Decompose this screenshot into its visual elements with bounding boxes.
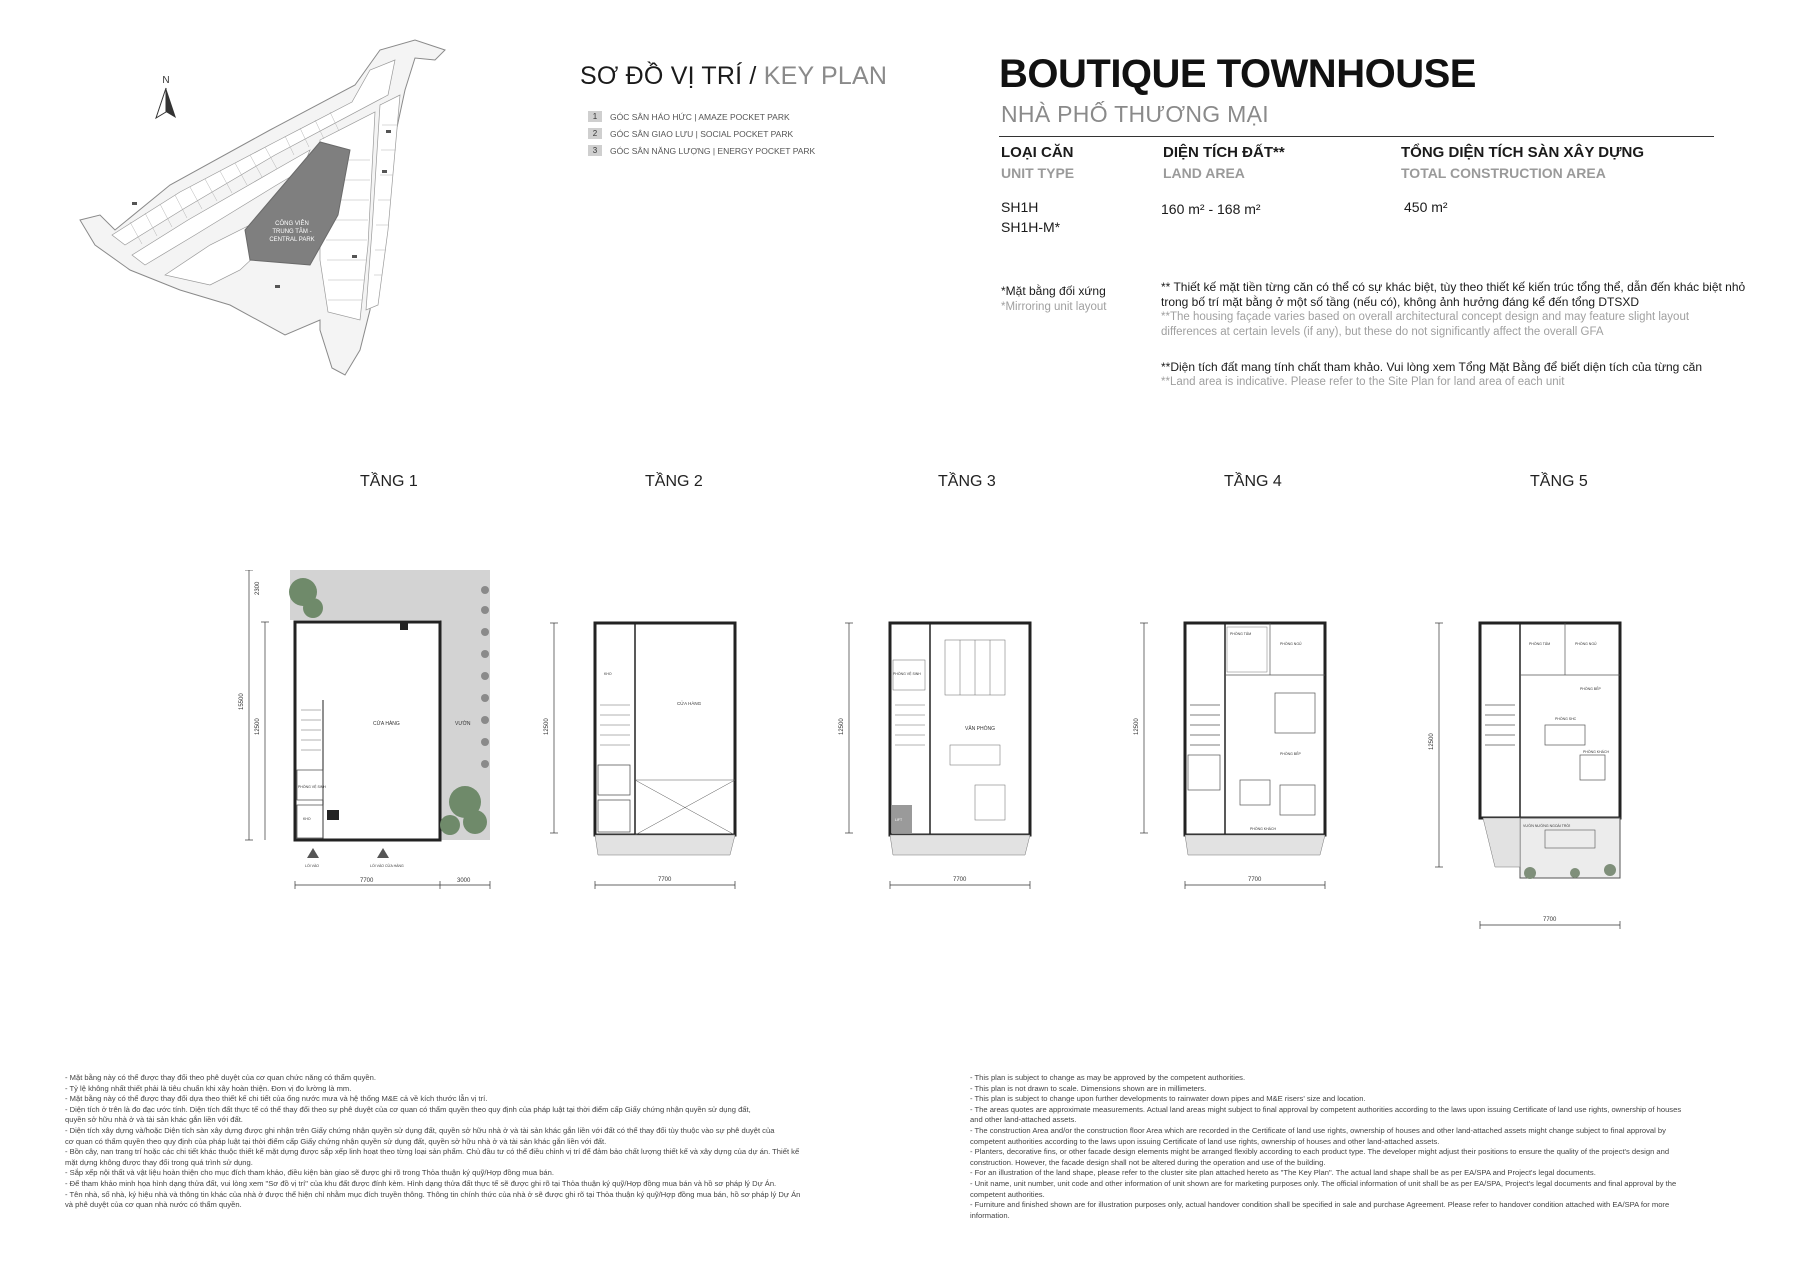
floor-label-2: TẦNG 2 — [645, 473, 703, 490]
footnote-line: - The construction Area and/or the construction floor Area which are recorded in the Certificate of land use rights, ownership of houses and other land-attached assets might change subject to final approval by — [970, 1125, 1666, 1135]
legend-number: 2 — [588, 128, 602, 139]
unit-code: SH1H — [1001, 199, 1039, 215]
dim-front: 2300 — [255, 581, 261, 595]
land-note: **Diện tích đất mang tính chất tham khảo. Vui lòng xem Tổng Mặt Bằng để biết diện tích của từng căn — [1161, 360, 1703, 374]
footnote-line: - This plan is not drawn to scale. Dimensions shown are in millimeters. — [970, 1083, 1207, 1093]
park-label: TRUNG TÂM - — [272, 229, 312, 235]
floor-label-1: TẦNG 1 — [360, 473, 418, 490]
footnotes-en — [970, 1073, 1760, 1221]
svg-text:N: N — [162, 75, 170, 86]
footnote-line: competent authorities. — [970, 1189, 1045, 1199]
page-title: BOUTIQUE TOWNHOUSE — [999, 52, 1476, 96]
footnote-line: - Planters, decorative fins, or other facade design elements might be arranged flexibly according to each product type. The developer might adjust their positions to ensure the quality of the project's design and — [970, 1147, 1670, 1157]
legend-item — [588, 108, 888, 125]
footnote-line: - Sắp xếp nội thất và vật liệu hoàn thiện cho mục đích tham khảo, điều kiện bàn giao sẽ được ghi rõ trong Thỏa thuận ký quỹ/Hợp đồng mua bán. — [65, 1168, 554, 1178]
footnote-line: - Tên nhà, số nhà, ký hiệu nhà và thông tin khác của nhà ở được thể hiện chỉ nhằm mục đích truyền thông. Thông tin chính thức của nhà ở sẽ được ghi rõ tại Thỏa thuận ký quỹ/Hợp đồng mua bán, hồ sơ pháp lý Dự Án — [65, 1189, 801, 1199]
entry-label: LỐI VÀO — [305, 864, 320, 868]
gfa-heading-en: TOTAL CONSTRUCTION AREA — [1401, 165, 1606, 181]
floor-plan-1 — [235, 570, 505, 890]
room-label: PHÒNG VỆ SINH — [893, 672, 921, 676]
legend-item — [588, 125, 888, 142]
footnote-line: - This plan is subject to change upon further developments to rainwater down pipes and M&E risers' size and location. — [970, 1094, 1366, 1104]
footnote-line: - Để tham khảo minh họa hình dạng thửa đất, vui lòng xem "Sơ đồ vị trí" của khu đất được đính kèm. Hình dạng thửa đất thực tế sẽ được ghi rõ tại Thỏa thuận ký quỹ/Hợp đồng mua bán và hồ sơ pháp lý Dự Án. — [65, 1178, 777, 1188]
floor-plan-4 — [1130, 605, 1330, 895]
footnote-line: mặt dựng không được thay đổi trong quá trình sử dụng. — [65, 1157, 253, 1167]
land-area-heading-en: LAND AREA — [1163, 165, 1245, 181]
key-plan-title-vi: SƠ ĐỒ VỊ TRÍ / — [580, 62, 764, 90]
key-plan-title — [580, 62, 887, 91]
legend-number: 1 — [588, 111, 602, 122]
north-arrow-icon — [156, 75, 176, 118]
footnote-line: - Diện tích ở trên là đo đạc ước tính. Diện tích đất thực tế có thể thay đổi theo sự phê duyệt của cơ quan có thẩm quyền theo quy định của pháp luật tại thời điểm cấp Giấy chứng nhận quyền sử dụng đất, — [65, 1104, 751, 1114]
legend-item — [588, 142, 888, 159]
room-label: PHÒNG BẾP — [1280, 752, 1301, 756]
room-label: LIFT — [895, 818, 903, 822]
footnote-line: - The areas quotes are approximate measurements. Actual land areas might subject to final approval by competent authorities according to the laws upon issuing Certificate of land use rights, ownership of houses — [970, 1104, 1682, 1114]
dim-depth: 12500 — [839, 718, 845, 735]
land-area-value: 160 m² - 168 m² — [1161, 201, 1261, 217]
footnote-line: competent authorities according to the laws upon issuing Certificate of land use rights, ownership of houses and other land-attached assets. — [970, 1136, 1440, 1146]
footnote-line: - Mặt bằng này có thể được thay đổi dựa theo thiết kế chi tiết của ống nước mưa và hệ thống M&E cả về kích thước lẫn vị trí. — [65, 1094, 488, 1104]
entry-label: LỐI VÀO CỬA HÀNG — [370, 864, 404, 868]
dim-depth: 12500 — [255, 718, 261, 735]
footnote-line: - Bồn cây, nan trang trí hoặc các chi tiết khác thuộc thiết kế mặt dựng được sắp xếp linh hoạt theo từng loại sản phẩm. Chủ đầu tư có thể điều chỉnh vị trí để đảm bảo chất lượng thiết kế và xây dựng của dự án. Thiết kế — [65, 1147, 800, 1157]
dim-total: 15500 — [239, 693, 245, 710]
footnotes-vi — [65, 1073, 845, 1211]
dim-width: 7700 — [658, 877, 672, 883]
footnote-line: - Furniture and finished shown are for illustration purposes only, actual handover condition shall be specified in sale and purchase Agreement. Please refer to handover condition attached with EA/SPA for more — [970, 1200, 1670, 1210]
floor-label-5: TẦNG 5 — [1530, 473, 1588, 490]
room-label: VĂN PHÒNG — [965, 726, 996, 732]
room-label: VƯỜN NƯỚNG NGOÀI TRỜI — [1523, 824, 1571, 828]
dim-width: 7700 — [953, 877, 967, 883]
unit-code-mirror: SH1H-M* — [1001, 219, 1061, 235]
room-label: PHÒNG TẮM — [1230, 632, 1252, 636]
legend-label: GÓC SÂN NĂNG LƯỢNG | ENERGY POCKET PARK — [610, 145, 816, 156]
land-area-heading: DIỆN TÍCH ĐẤT** — [1163, 144, 1285, 161]
footnote-line: cơ quan có thẩm quyền theo quy định của pháp luật tại thời điểm cấp Giấy chứng nhận quyền sử dụng đất, quyền sở hữu nhà ở và tài sản khác gắn liền với đất. — [65, 1136, 607, 1146]
room-label: PHÒNG VỆ SINH — [298, 785, 326, 789]
key-plan-legend — [588, 108, 888, 159]
footnote-line: - Unit name, unit number, unit code and other information of unit shown are for marketing purposes only. The official information of unit shall be as per EA/SPA, Project's legal documents and final approval by the — [970, 1178, 1677, 1188]
unit-type-heading: LOẠI CĂN — [1001, 144, 1074, 161]
floor-label-3: TẦNG 3 — [938, 473, 996, 490]
footnote-line: and other land-attached assets. — [970, 1115, 1077, 1125]
header-divider — [999, 136, 1714, 137]
dim-width: 7700 — [360, 878, 374, 884]
footnote-line: - Mặt bằng này có thể được thay đổi theo phê duyệt của cơ quan chức năng có thẩm quyền. — [65, 1073, 376, 1082]
key-plan-title-en: KEY PLAN — [763, 62, 888, 90]
facade-note: ** Thiết kế mặt tiền từng căn có thể có sự khác biệt, tùy theo thiết kế kiến trúc tổng thể, dẫn đến khác biệt nhỏ — [1161, 280, 1746, 294]
room-label: KHO — [303, 817, 311, 821]
land-note-en: **Land area is indicative. Please refer to the Site Plan for land area of each unit — [1161, 376, 1565, 388]
floor-plan-2 — [540, 605, 740, 895]
floor-label-4: TẦNG 4 — [1224, 473, 1282, 490]
floor-plan-5 — [1425, 605, 1635, 935]
footnote-line: quyền sở hữu nhà ở và tài sản khác gắn liền với đất. — [65, 1115, 243, 1125]
mirror-note-en: *Mirroring unit layout — [1001, 301, 1107, 313]
gfa-value: 450 m² — [1404, 199, 1448, 215]
room-label: PHÒNG NGỦ — [1280, 642, 1302, 646]
room-label: PHÒNG SHC — [1555, 717, 1577, 721]
room-label: KHO — [604, 672, 612, 676]
legend-number: 3 — [588, 145, 602, 156]
footnote-line: - This plan is subject to change as may be approved by the competent authorities. — [970, 1073, 1246, 1082]
room-label: PHÒNG KHÁCH — [1583, 750, 1610, 754]
room-label: PHÒNG BẾP — [1580, 687, 1601, 691]
dim-depth: 12500 — [544, 718, 550, 735]
gfa-heading: TỔNG DIỆN TÍCH SÀN XÂY DỰNG — [1401, 144, 1645, 161]
dim-yard: 3000 — [457, 878, 471, 884]
dim-width: 7700 — [1543, 917, 1557, 923]
room-label: CỬA HÀNG — [677, 701, 702, 706]
park-label: CENTRAL PARK — [269, 237, 315, 243]
footnote-line: và phê duyệt của cơ quan nhà nước có thẩm quyền. — [65, 1200, 242, 1210]
room-label: CỬA HÀNG — [373, 721, 400, 727]
facade-note-en: **The housing façade varies based on overall architectural concept design and may feature slight layout — [1161, 311, 1690, 323]
legend-label: GÓC SÂN GIAO LƯU | SOCIAL POCKET PARK — [610, 128, 794, 139]
mirror-note: *Mặt bằng đối xứng — [1001, 284, 1106, 298]
key-plan-map — [70, 30, 490, 400]
room-label: PHÒNG NGỦ — [1575, 642, 1597, 646]
legend-label: GÓC SÂN HÁO HỨC | AMAZE POCKET PARK — [610, 111, 790, 122]
floor-plan-3 — [835, 605, 1035, 895]
room-label: PHÒNG TẮM — [1529, 642, 1551, 646]
page-subtitle: NHÀ PHỐ THƯƠNG MẠI — [1001, 101, 1269, 127]
park-label: CÔNG VIÊN — [275, 221, 309, 227]
dim-width: 7700 — [1248, 877, 1262, 883]
footnote-line: - For an illustration of the land shape, please refer to the cluster site plan attached hereto as "The Key Plan". The actual land shape shall be as per EA/SPA and Project's legal documents. — [970, 1168, 1596, 1178]
footnote-line: - Diện tích xây dựng và/hoặc Diện tích sàn xây dựng được ghi nhận trên Giấy chứng nhận quyền sử dụng đất, quyền sở hữu nhà ở và tài sản khác gắn liền với đất có thể thay đổi tùy thuộc vào sự phê duyệt của — [65, 1125, 775, 1135]
room-label: PHÒNG KHÁCH — [1250, 827, 1277, 831]
footnote-line: - Tỷ lệ không nhất thiết phải là tiêu chuẩn khi xây hoàn thiện. Đơn vị đo lường là mm. — [65, 1083, 352, 1093]
facade-note-en: differences at certain levels (if any), but these do not significantly affect the overall GFA — [1161, 326, 1604, 338]
dim-depth: 12500 — [1134, 718, 1140, 735]
dim-depth: 12500 — [1429, 733, 1435, 750]
footnote-line: information. — [970, 1210, 1010, 1220]
unit-type-heading-en: UNIT TYPE — [1001, 165, 1075, 181]
facade-note: trong bố trí mặt bằng ở một số tầng (nếu có), không ảnh hưởng đáng kể đến tổng DTSXD — [1161, 295, 1640, 309]
room-label: VƯỜN — [455, 721, 471, 727]
footnote-line: construction. However, the facade design shall not be altered during the operation and use of the building. — [970, 1157, 1326, 1167]
